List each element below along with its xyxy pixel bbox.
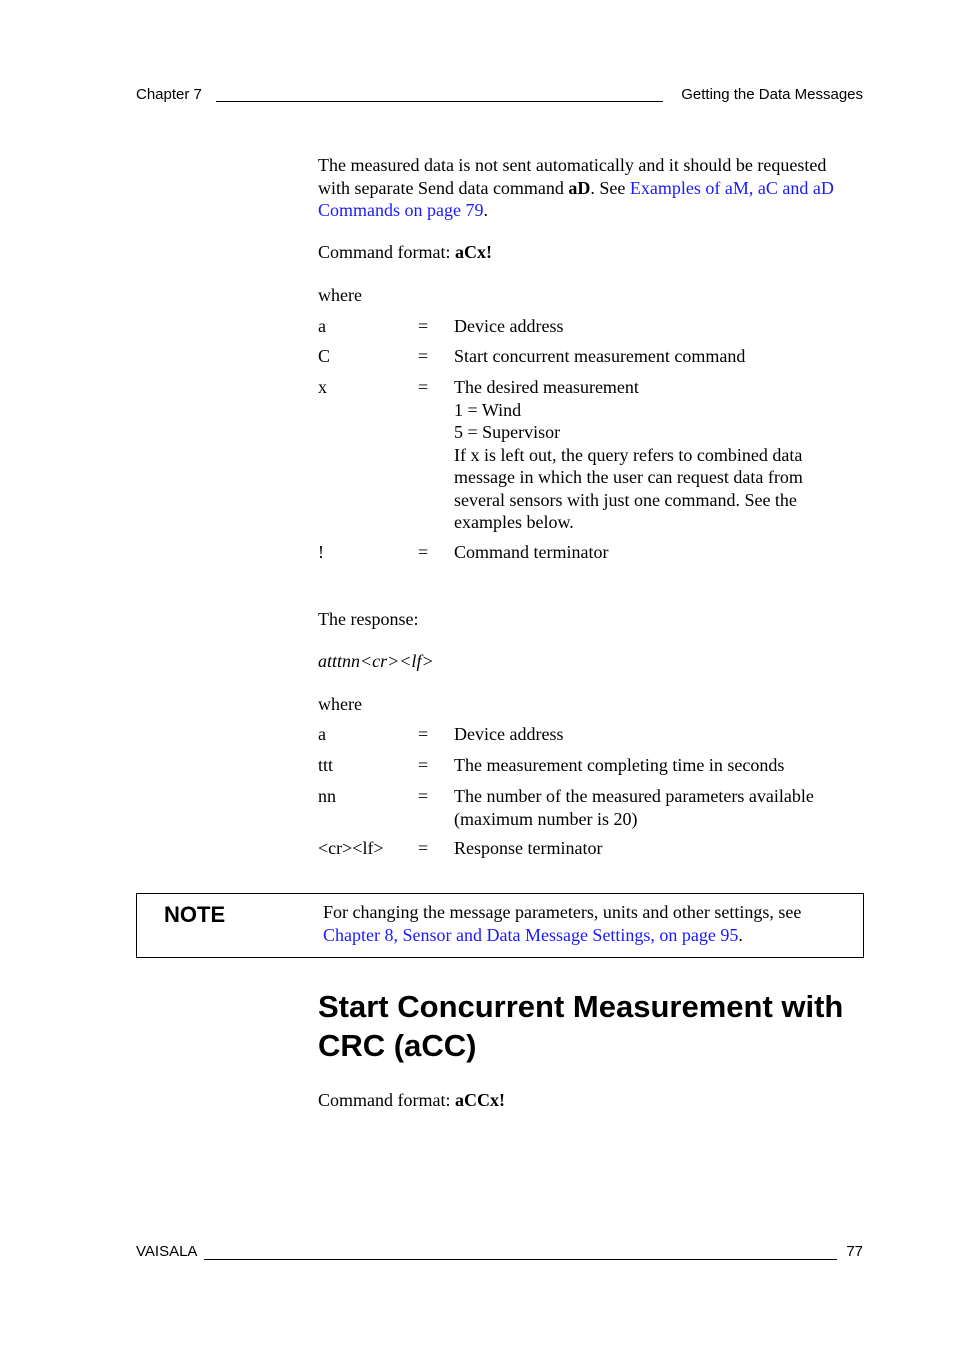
command-format-value: aCx! <box>454 242 492 262</box>
footer-rule <box>204 1259 837 1260</box>
definition-description <box>454 315 864 338</box>
description-line: (maximum number is 20) <box>454 808 638 829</box>
description-line: Device address <box>454 724 564 744</box>
definition-description <box>454 541 864 564</box>
command-format <box>318 1089 864 1112</box>
command-format-value: aCCx! <box>454 1090 505 1110</box>
definition-term: ttt <box>318 755 334 775</box>
equals-sign: = <box>418 786 429 806</box>
equals-sign: = <box>418 755 429 775</box>
page-footer <box>136 1243 863 1263</box>
chapter-title: Getting the Data Messages <box>681 86 863 103</box>
definition-description <box>454 785 864 830</box>
description-line: If x is left out, the query refers to combined data <box>454 444 803 465</box>
command-format <box>318 241 864 264</box>
section-heading <box>318 987 878 1065</box>
description-line: The desired measurement <box>454 377 639 397</box>
command-name: aD <box>568 177 591 198</box>
heading-line: CRC (aCC) <box>318 1028 477 1063</box>
response-format: atttnn<cr><lf> <box>318 651 434 671</box>
description-line: Device address <box>454 316 564 336</box>
equals-sign: = <box>418 542 429 562</box>
definition-term: nn <box>318 786 336 806</box>
where-label: where <box>318 285 362 305</box>
note-label: NOTE <box>164 902 226 927</box>
note-text <box>323 901 853 946</box>
description-line: The measurement completing time in seconds <box>454 755 785 775</box>
note-text-end: . <box>738 924 743 945</box>
equals-sign: = <box>418 838 429 858</box>
description-line: Command terminator <box>454 542 609 562</box>
heading-line: Start Concurrent Measurement with <box>318 989 844 1024</box>
description-line: The number of the measured parameters available <box>454 786 814 806</box>
chapter-8-link[interactable]: Chapter 8, Sensor and Data Message Settings, on page 95 <box>323 924 739 945</box>
intro-line: The measured data is not sent automatically and it should be requested <box>318 155 827 175</box>
definition-term: <cr><lf> <box>318 838 384 858</box>
intro-text: . <box>483 200 488 220</box>
note-line: For changing the message parameters, units and other settings, see <box>323 902 802 922</box>
equals-sign: = <box>418 316 429 336</box>
page-header <box>136 86 863 106</box>
description-line: 5 = Supervisor <box>454 422 561 442</box>
definition-description <box>454 723 864 746</box>
intro-text: . See <box>590 177 630 198</box>
definition-term: x <box>318 377 327 397</box>
command-format-label: Command format: <box>318 1090 455 1110</box>
equals-sign: = <box>418 377 429 397</box>
where-label: where <box>318 694 362 714</box>
intro-text: with separate Send data command <box>318 177 569 198</box>
description-line: Start concurrent measurement command <box>454 346 746 366</box>
header-rule <box>216 101 663 102</box>
page-number: 77 <box>846 1243 863 1260</box>
intro-line <box>318 177 864 200</box>
definition-term: a <box>318 316 326 336</box>
description-line: 1 = Wind <box>454 399 522 420</box>
equals-sign: = <box>418 724 429 744</box>
definition-term: C <box>318 346 331 366</box>
description-line: Response terminator <box>454 838 603 858</box>
description-line: message in which the user can request data from <box>454 467 803 487</box>
command-format-label: Command format: <box>318 242 455 262</box>
definition-term: a <box>318 724 326 744</box>
definition-term: ! <box>318 542 324 562</box>
equals-sign: = <box>418 346 429 366</box>
examples-link[interactable]: Examples of aM, aC and aD <box>629 177 834 198</box>
definition-description <box>454 376 864 534</box>
intro-line <box>318 199 864 222</box>
description-line: examples below. <box>454 512 574 532</box>
note-line <box>323 924 853 947</box>
definition-description <box>454 837 864 860</box>
definition-description <box>454 754 864 777</box>
description-line: several sensors with just one command. See the <box>454 489 797 510</box>
definition-description <box>454 345 864 368</box>
note-box <box>136 893 864 958</box>
intro-paragraph <box>318 154 864 222</box>
brand-name: VAISALA <box>136 1243 198 1260</box>
response-label: The response: <box>318 609 419 629</box>
examples-link-continued[interactable]: Commands on page 79 <box>318 200 484 220</box>
chapter-label: Chapter 7 <box>136 86 202 103</box>
